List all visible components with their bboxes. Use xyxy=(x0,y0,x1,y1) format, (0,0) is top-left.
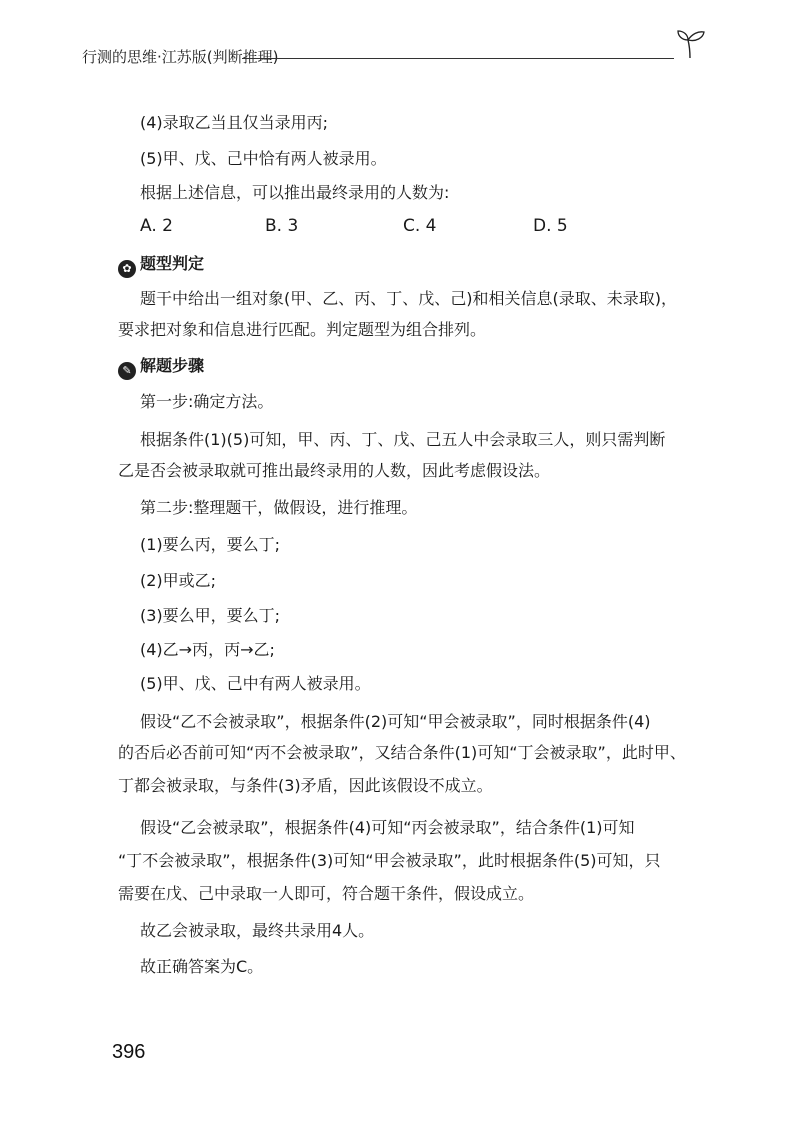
type-line-1: 题干中给出一组对象(甲、乙、丙、丁、戊、己)和相关信息(录取、未录取)， xyxy=(140,289,677,308)
header-rule xyxy=(242,58,674,59)
para1-line-1: 假设“乙不会被录取”，根据条件(2)可知“甲会被录取”，同时根据条件(4) xyxy=(140,712,651,731)
header-title: 行测的思维·江苏版(判断推理) xyxy=(82,48,279,66)
premise-2: (2)甲或乙; xyxy=(140,571,217,590)
step1-line-2: 乙是否会被录取就可推出最终录用的人数，因此考虑假设法。 xyxy=(118,461,551,480)
para1-line-3: 丁都会被录取，与条件(3)矛盾，因此该假设不成立。 xyxy=(118,776,493,795)
section-title-type: 题型判定 xyxy=(140,254,205,273)
answer: 故正确答案为C。 xyxy=(140,957,264,976)
para2-line-1: 假设“乙会被录取”，根据条件(4)可知“丙会被录取”，结合条件(1)可知 xyxy=(140,818,635,837)
section-title-steps: 解题步骤 xyxy=(140,356,205,375)
running-header xyxy=(82,40,722,70)
pen-icon: ✎ xyxy=(118,362,136,380)
type-line-2: 要求把对象和信息进行匹配。判定题型为组合排列。 xyxy=(118,320,487,339)
condition-5: (5)甲、戊、己中恰有两人被录用。 xyxy=(140,149,387,168)
step1-line-1: 根据条件(1)(5)可知，甲、丙、丁、戊、己五人中会录取三人，则只需判断 xyxy=(140,430,666,449)
option-d: D. 5 xyxy=(533,216,568,236)
option-c: C. 4 xyxy=(403,216,437,236)
conclusion: 故乙会被录取，最终共录用4人。 xyxy=(140,921,375,940)
para2-line-3: 需要在戊、己中录取一人即可，符合题干条件，假设成立。 xyxy=(118,884,535,903)
page-number: 396 xyxy=(112,1041,146,1063)
step1-title: 第一步:确定方法。 xyxy=(140,392,274,411)
section-heading-steps xyxy=(118,355,204,380)
premise-3: (3)要么甲，要么丁; xyxy=(140,606,281,625)
option-a: A. 2 xyxy=(140,216,173,236)
sprout-icon xyxy=(676,26,706,60)
para1-line-2: 的否后必否前可知“丙不会被录取”，又结合条件(1)可知“丁会被录取”，此时甲、 xyxy=(118,743,686,762)
condition-4: (4)录取乙当且仅当录用丙; xyxy=(140,113,329,132)
gear-icon: ✿ xyxy=(118,260,136,278)
premise-1: (1)要么丙，要么丁; xyxy=(140,535,281,554)
step2-title: 第二步:整理题干，做假设，进行推理。 xyxy=(140,498,418,517)
premise-5: (5)甲、戊、己中有两人被录用。 xyxy=(140,674,371,693)
para2-line-2: “丁不会被录取”，根据条件(3)可知“甲会被录取”，此时根据条件(5)可知，只 xyxy=(118,851,661,870)
premise-4: (4)乙→丙，丙→乙; xyxy=(140,640,275,659)
section-heading-type xyxy=(118,253,204,278)
question-prompt: 根据上述信息，可以推出最终录用的人数为: xyxy=(140,183,450,202)
option-b: B. 3 xyxy=(265,216,299,236)
